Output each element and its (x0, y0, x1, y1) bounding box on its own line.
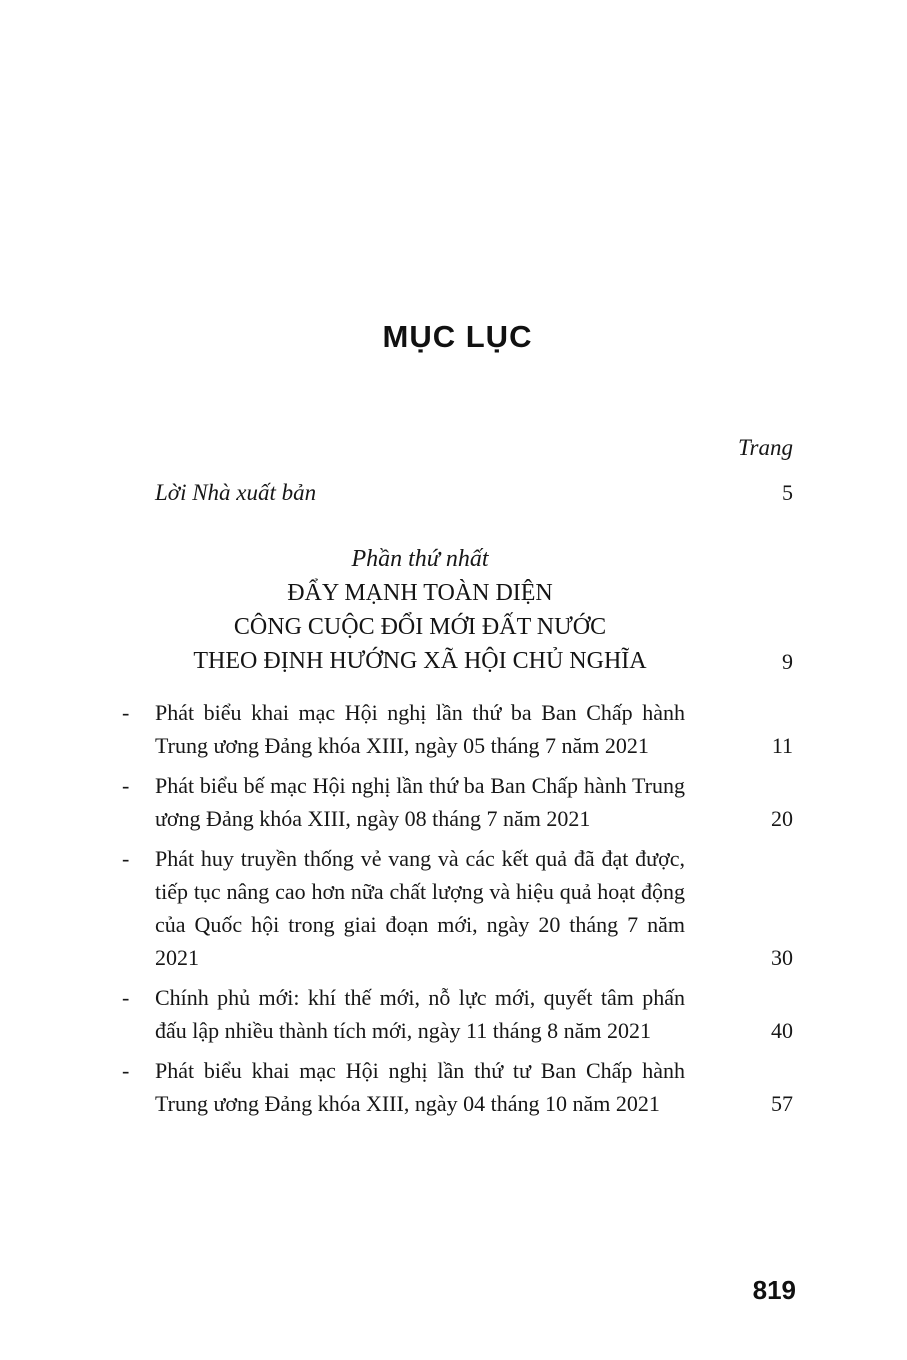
part-page-number: 9 (782, 649, 793, 674)
toc-entry (122, 842, 793, 974)
part-title-line: CÔNG CUỘC ĐỔI MỚI ĐẤT NƯỚC (233, 614, 607, 640)
toc-content (122, 318, 793, 1127)
part-kicker: Phần thứ nhất (351, 546, 489, 572)
entry-dash: - (122, 985, 130, 1010)
toc-entry-page-number: 30 (771, 945, 793, 970)
page-title: MỤC LỤC (382, 319, 533, 354)
toc-entry-title: Chính phủ mới: khí thế mới, nỗ lực mới, quyết tâm phấn đấu lập nhiều thành tích mới, ngày 11 tháng 8 năm 2021 (155, 985, 685, 1043)
front-matter-label: Lời Nhà xuất bản (155, 480, 317, 505)
toc-entry (122, 981, 793, 1047)
entry-dash: - (122, 773, 130, 798)
toc-entry-title: Phát biểu khai mạc Hội nghị lần thứ ba Ban Chấp hành Trung ương Đảng khóa XIII, ngày 05 tháng 7 năm 2021 (155, 700, 685, 758)
part-title-line: THEO ĐỊNH HƯỚNG XÃ HỘI CHỦ NGHĨA (193, 648, 647, 674)
part-title-line: ĐẨY MẠNH TOÀN DIỆN (287, 580, 553, 606)
toc-entry-page-number: 20 (771, 806, 793, 831)
toc-entry (122, 769, 793, 835)
front-matter-page-number: 5 (782, 480, 793, 505)
entry-dash: - (122, 846, 130, 871)
toc-entry (122, 696, 793, 762)
toc-entry-front-matter (122, 476, 793, 509)
toc-entry-page-number: 11 (771, 733, 793, 758)
page-number: 819 (752, 1275, 796, 1305)
toc-entry (122, 1054, 793, 1120)
toc-entry-title: Phát biểu khai mạc Hội nghị lần thứ tư Ban Chấp hành Trung ương Đảng khóa XIII, ngày 04 tháng 10 năm 2021 (155, 1058, 685, 1116)
page-column-header: Trang (738, 435, 793, 460)
entry-dash: - (122, 700, 130, 725)
toc-part-heading (122, 542, 793, 678)
toc-entry-list (122, 696, 793, 1120)
toc-entry-title: Phát biểu bế mạc Hội nghị lần thứ ba Ban Chấp hành Trung ương Đảng khóa XIII, ngày 08 tháng 7 năm 2021 (155, 773, 685, 831)
part-heading-text (155, 542, 685, 678)
toc-entry-page-number: 57 (771, 1091, 793, 1116)
entry-dash: - (122, 1058, 130, 1083)
toc-entry-page-number: 40 (771, 1018, 793, 1043)
toc-entry-title: Phát huy truyền thống vẻ vang và các kết quả đã đạt được, tiếp tục nâng cao hơn nữa chất lượng và hiệu quả hoạt động của Quốc hội trong giai đoạn mới, ngày 20 tháng 7 năm 2021 (155, 846, 685, 970)
